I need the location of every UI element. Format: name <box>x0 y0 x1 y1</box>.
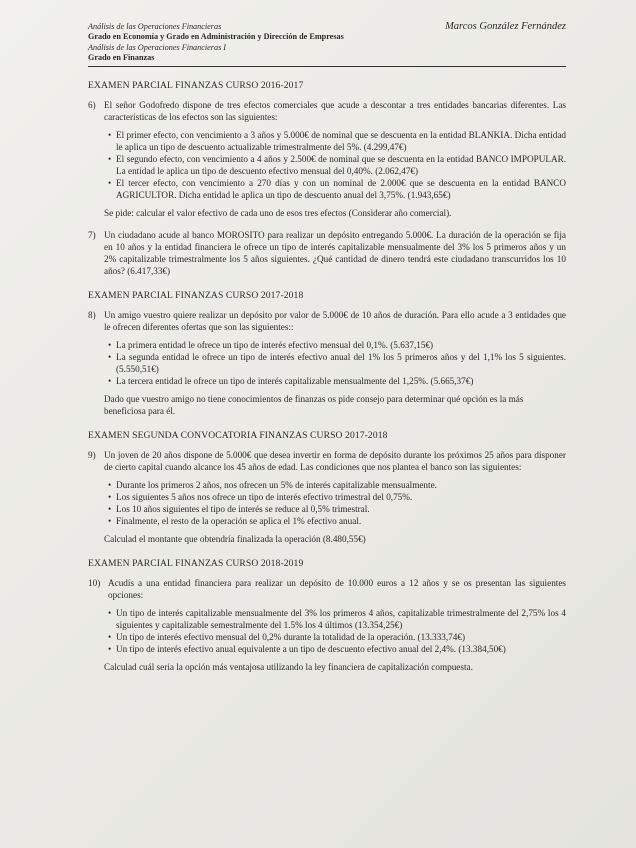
list-item: • El primer efecto, con vencimiento a 3 años y 5.000€ de nominal que se descuenta en la entidad BLANKIA. Dicha entidad le aplica un tipo de descuento actualizable trimestralmente del 5%. (4.299,47€) <box>108 129 566 153</box>
problem-9 <box>88 449 566 473</box>
problem-statement: Acudís a una entidad financiera para realizar un depósito de 10.000 euros a 12 años y se os presentan las siguientes opciones: <box>108 577 566 600</box>
problem-question: Calculad cuál sería la opción más ventajosa utilizando la ley financiera de capitalización compuesta. <box>104 661 473 672</box>
problem-number: 10) <box>88 577 101 588</box>
problem-statement: El señor Godofredo dispone de tres efectos comerciales que acude a descontar a tres entidades bancarias diferentes. Las características de los efectos son las siguientes: <box>104 99 566 122</box>
section-title: EXAMEN PARCIAL FINANZAS CURSO 2018-2019 <box>88 557 304 569</box>
problem-8-list <box>88 339 566 387</box>
problem-10 <box>88 577 566 601</box>
section-title: EXAMEN PARCIAL FINANZAS CURSO 2016-2017 <box>88 79 304 91</box>
problem-note: Dado que vuestro amigo no tiene conocimientos de finanzas os pide consejo para determinar qué opción es la más beneficiosa para él. <box>104 393 524 416</box>
section-title: EXAMEN SEGUNDA CONVOCATORIA FINANZAS CURSO 2017-2018 <box>88 429 388 441</box>
list-item: • El segundo efecto, con vencimiento a 4 años y 2.500€ de nominal que se descuenta en la entidad BANCO IMPOPULAR. La entidad le aplica un tipo de descuento efectivo mensual del 0,40%. (2.062,47€) <box>108 153 566 177</box>
problem-6-list <box>88 129 566 201</box>
problem-6 <box>88 99 566 123</box>
problem-question: Calculad el montante que obtendría finalizada la operación (8.480,55€) <box>104 533 366 544</box>
problem-7 <box>88 229 566 277</box>
page-header <box>88 22 566 64</box>
problem-statement: Un joven de 20 años dispone de 5.000€ que desea invertir en forma de depósito durante los próximos 25 años para disponer de cierto capital cuando alcance los 45 años de edad. Las condiciones que nos plantea el banco son las siguientes: <box>104 449 566 472</box>
author-name: Marcos González Fernández <box>445 21 566 32</box>
list-item: • La segunda entidad le ofrece un tipo de interés efectivo anual del 1% los 5 primeros años y del 1,1% los 5 siguientes. (5.550,51€) <box>108 351 566 375</box>
header-degree-2: Grado en Finanzas <box>88 53 155 63</box>
problem-9-list <box>88 479 566 527</box>
header-divider <box>88 66 566 67</box>
list-item: • Finalmente, el resto de la operación se aplica el 1% efectivo anual. <box>108 515 566 527</box>
problem-number: 8) <box>88 309 96 320</box>
list-item: • Un tipo de interés capitalizable mensualmente del 3% los primeros 4 años, capitalizable trimestralmente del 2,75% los 4 siguientes y capitalizable semestralmente del 1.5% los 4 últimos (13.354,25€) <box>108 607 566 631</box>
problem-number: 6) <box>88 99 96 110</box>
list-item: • Un tipo de interés efectivo mensual del 0,2% durante la totalidad de la operación. (13.333,74€) <box>108 631 566 643</box>
list-item: • La primera entidad le ofrece un tipo de interés efectivo mensual del 0,1%. (5.637,15€) <box>108 339 566 351</box>
list-item: • La tercera entidad le ofrece un tipo de interés capitalizable mensualmente del 1,25%. (5.665,37€) <box>108 375 566 387</box>
list-item: • El tercer efecto, con vencimiento a 270 días y con un nominal de 2.000€ que se descuenta en la entidad BANCO AGRICULTOR. Dicha entidad le aplica un tipo de descuento anual del 3,75%. (1.943,65€) <box>108 177 566 201</box>
header-course: Análisis de las Operaciones Financieras I <box>88 42 227 52</box>
problem-number: 7) <box>88 229 96 240</box>
problem-question: Se pide: calcular el valor efectivo de cada uno de esos tres efectos (Considerar año comercial). <box>104 207 452 218</box>
list-item: • Un tipo de interés efectivo anual equivalente a un tipo de descuento efectivo anual del 2,4%. (13.384,50€) <box>108 643 566 655</box>
list-item: • Durante los primeros 2 años, nos ofrecen un 5% de interés capitalizable mensualmente. <box>108 479 566 491</box>
list-item: • Los siguientes 5 años nos ofrece un tipo de interés efectivo trimestral del 0,75%. <box>108 491 566 503</box>
problem-statement: Un ciudadano acude al banco MOROSITO para realizar un depósito entregando 5.000€. La duración de la operación se fija en 10 años y la entidad financiera le ofrece un tipo de interés capitalizable mensualmente del 3% los 5 primeros años y un 2% capitalizable trimestralmente los 5 años siguientes. ¿Qué cantidad de dinero tendrá este ciudadano transcurridos los 10 años? (6.417,33€) <box>104 229 566 276</box>
list-item: • Los 10 años siguientes el tipo de interés se reduce al 0,5% trimestral. <box>108 503 566 515</box>
problem-10-list <box>88 607 566 655</box>
problem-8 <box>88 309 566 333</box>
header-degree: Grado en Economía y Grado en Administración y Dirección de Empresas <box>88 32 344 42</box>
problem-statement: Un amigo vuestro quiere realizar un depósito por valor de 5.000€ de 10 años de duración. Para ello acude a 3 entidades que le ofrecen diferentes ofertas que son las siguientes:: <box>104 309 566 332</box>
section-title: EXAMEN PARCIAL FINANZAS CURSO 2017-2018 <box>88 289 304 301</box>
header-subject: Análisis de las Operaciones Financieras <box>88 22 222 31</box>
problem-number: 9) <box>88 449 96 460</box>
